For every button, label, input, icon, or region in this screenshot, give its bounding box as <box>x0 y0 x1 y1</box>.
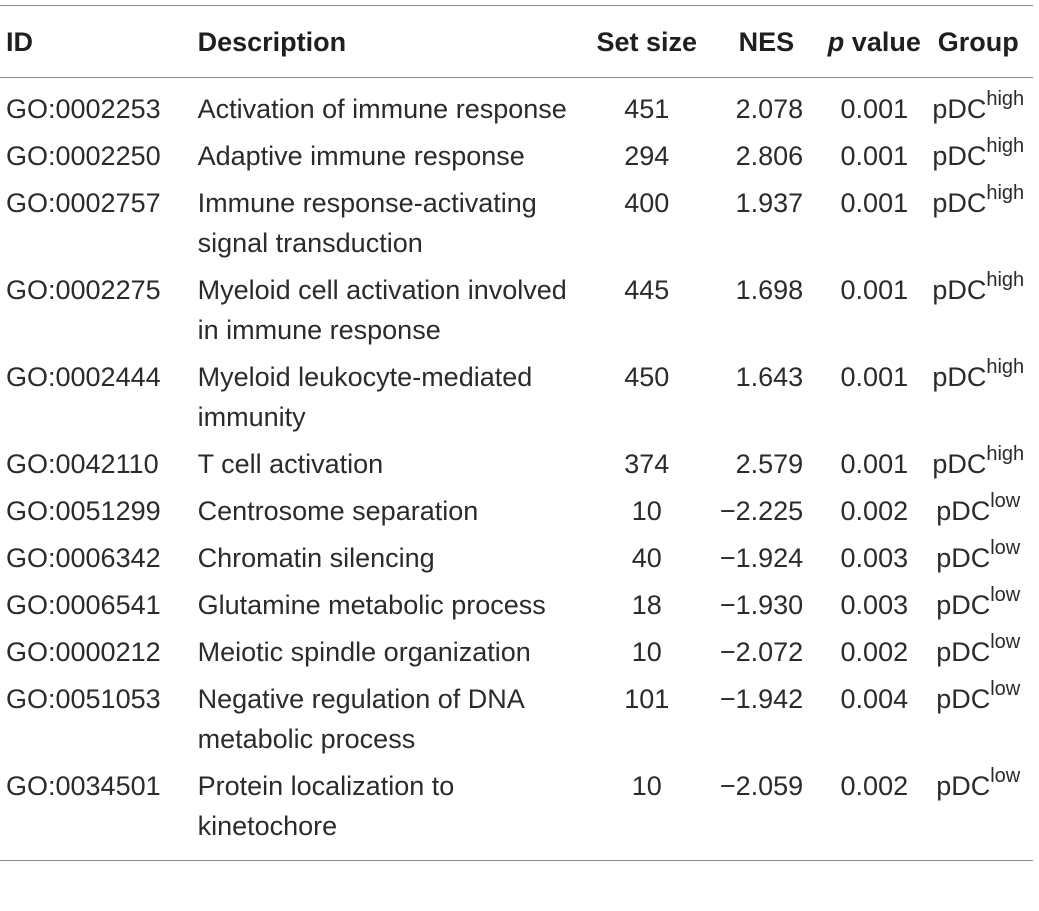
group-superscript: low <box>990 631 1021 653</box>
cell-id: GO:0002444 <box>6 362 161 392</box>
group-base: pDC <box>936 590 991 620</box>
table-body <box>0 78 1033 861</box>
cell-id: GO:0051299 <box>6 496 161 526</box>
cell-set-size: 374 <box>624 449 670 479</box>
cell-description: Immune response-activating signal transduction <box>197 188 537 258</box>
cell-set-size: 400 <box>624 188 670 218</box>
group-base: pDC <box>932 362 987 392</box>
cell-group <box>923 488 1033 535</box>
cell-id: GO:0002757 <box>6 188 161 218</box>
group-base: pDC <box>932 275 987 305</box>
cell-group <box>923 582 1033 629</box>
group-base: pDC <box>936 637 991 667</box>
cell-nes: 2.579 <box>735 449 804 479</box>
cell-nes: −1.930 <box>719 590 804 620</box>
table-row <box>0 354 1033 441</box>
group-superscript: low <box>990 537 1021 559</box>
cell-nes: 1.698 <box>735 275 804 305</box>
group-base: pDC <box>932 94 987 124</box>
cell-set-size: 18 <box>631 590 662 620</box>
cell-set-size: 40 <box>631 543 662 573</box>
cell-description: Glutamine metabolic process <box>197 590 546 620</box>
cell-description: Myeloid cell activation involved in immune response <box>197 275 567 345</box>
cell-p-value: 0.001 <box>840 188 909 218</box>
group-base: pDC <box>936 496 991 526</box>
group-superscript: high <box>986 356 1025 378</box>
cell-id: GO:0034501 <box>6 771 161 801</box>
header-group: Group <box>937 26 1019 57</box>
group-base: pDC <box>932 449 987 479</box>
cell-group <box>923 763 1033 861</box>
table-header <box>0 6 1033 78</box>
group-superscript: low <box>990 490 1021 512</box>
table-row <box>0 133 1033 180</box>
cell-set-size: 450 <box>624 362 670 392</box>
cell-nes: −2.059 <box>719 771 804 801</box>
cell-description: Meiotic spindle organization <box>197 637 531 667</box>
cell-p-value: 0.003 <box>840 543 909 573</box>
group-label <box>936 679 1020 719</box>
cell-group <box>923 354 1033 441</box>
group-base: pDC <box>932 188 987 218</box>
cell-p-value: 0.002 <box>840 637 909 667</box>
cell-group <box>923 267 1033 354</box>
group-superscript: high <box>986 135 1025 157</box>
cell-p-value: 0.001 <box>840 141 909 171</box>
group-base: pDC <box>936 771 991 801</box>
group-label <box>936 585 1020 625</box>
cell-nes: 1.937 <box>735 188 804 218</box>
cell-id: GO:0002275 <box>6 275 161 305</box>
cell-description: T cell activation <box>197 449 384 479</box>
table-row <box>0 267 1033 354</box>
group-label <box>936 538 1020 578</box>
header-p-italic: p <box>827 26 845 57</box>
group-label <box>932 270 1024 310</box>
cell-nes: 1.643 <box>735 362 804 392</box>
cell-p-value: 0.002 <box>840 496 909 526</box>
cell-group <box>923 676 1033 763</box>
table-row <box>0 180 1033 267</box>
cell-id: GO:0051053 <box>6 684 161 714</box>
cell-description: Chromatin silencing <box>197 543 435 573</box>
group-superscript: high <box>986 443 1025 465</box>
cell-id: GO:0000212 <box>6 637 161 667</box>
group-superscript: low <box>990 765 1021 787</box>
table-row <box>0 488 1033 535</box>
cell-p-value: 0.003 <box>840 590 909 620</box>
header-p-rest: value <box>844 26 921 57</box>
cell-group <box>923 78 1033 134</box>
table-row <box>0 78 1033 134</box>
go-enrichment-table <box>0 5 1033 861</box>
cell-group <box>923 629 1033 676</box>
group-label <box>936 632 1020 672</box>
cell-description: Myeloid leukocyte-mediated immunity <box>197 362 533 432</box>
cell-nes: 2.078 <box>735 94 804 124</box>
table-row <box>0 763 1033 861</box>
group-label <box>932 136 1024 176</box>
header-p-value <box>825 6 923 78</box>
cell-p-value: 0.001 <box>840 449 909 479</box>
header-row <box>0 6 1033 78</box>
group-base: pDC <box>936 684 991 714</box>
group-label <box>936 491 1020 531</box>
cell-p-value: 0.002 <box>840 771 909 801</box>
group-label <box>932 183 1024 223</box>
cell-set-size: 10 <box>631 771 662 801</box>
table-row <box>0 535 1033 582</box>
header-set-size: Set size <box>596 26 698 57</box>
cell-set-size: 10 <box>631 496 662 526</box>
cell-id: GO:0002250 <box>6 141 161 171</box>
table-row <box>0 629 1033 676</box>
cell-id: GO:0006342 <box>6 543 161 573</box>
cell-p-value: 0.001 <box>840 275 909 305</box>
cell-nes: −2.225 <box>719 496 804 526</box>
cell-id: GO:0042110 <box>6 449 159 479</box>
cell-set-size: 451 <box>624 94 670 124</box>
table-row <box>0 441 1033 488</box>
cell-id: GO:0006541 <box>6 590 161 620</box>
cell-set-size: 294 <box>624 141 670 171</box>
group-label <box>932 357 1024 397</box>
group-superscript: low <box>990 584 1021 606</box>
cell-set-size: 101 <box>624 684 670 714</box>
cell-description: Adaptive immune response <box>197 141 525 171</box>
cell-set-size: 445 <box>624 275 670 305</box>
group-label <box>932 89 1024 129</box>
cell-description: Protein localization to kinetochore <box>197 771 455 841</box>
cell-nes: −1.942 <box>719 684 804 714</box>
group-base: pDC <box>932 141 987 171</box>
group-label <box>932 444 1024 484</box>
cell-p-value: 0.001 <box>840 94 909 124</box>
cell-description: Activation of immune response <box>197 94 567 124</box>
cell-description: Negative regulation of DNA metabolic process <box>197 684 524 754</box>
cell-group <box>923 180 1033 267</box>
group-superscript: high <box>986 182 1025 204</box>
table-row <box>0 582 1033 629</box>
cell-p-value: 0.001 <box>840 362 909 392</box>
cell-description: Centrosome separation <box>197 496 479 526</box>
group-base: pDC <box>936 543 991 573</box>
cell-nes: 2.806 <box>735 141 804 171</box>
cell-set-size: 10 <box>631 637 662 667</box>
cell-group <box>923 133 1033 180</box>
cell-id: GO:0002253 <box>6 94 161 124</box>
cell-group <box>923 441 1033 488</box>
header-description: Description <box>197 26 347 57</box>
group-superscript: high <box>986 88 1025 110</box>
cell-nes: −2.072 <box>719 637 804 667</box>
header-id: ID <box>6 26 33 57</box>
table-row <box>0 676 1033 763</box>
group-label <box>936 766 1020 806</box>
cell-nes: −1.924 <box>719 543 804 573</box>
cell-group <box>923 535 1033 582</box>
header-nes: NES <box>738 26 795 57</box>
group-superscript: low <box>990 678 1021 700</box>
cell-p-value: 0.004 <box>840 684 909 714</box>
group-superscript: high <box>986 269 1025 291</box>
